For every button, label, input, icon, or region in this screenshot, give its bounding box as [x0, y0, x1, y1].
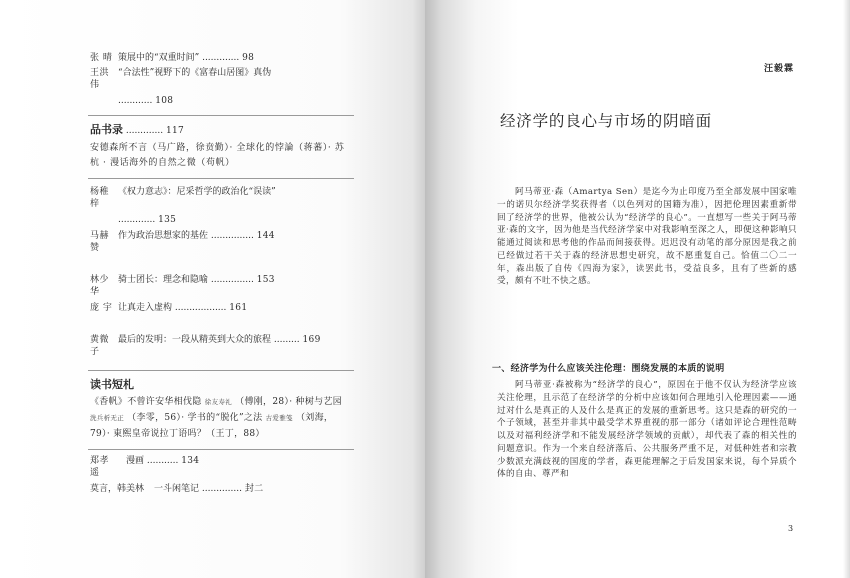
- toc-author: 杨稚梓: [90, 187, 110, 209]
- toc-entry: [90, 186, 352, 210]
- toc-author: 马赫赞: [90, 231, 110, 253]
- dushu-small-text: 徐友寿礼: [204, 398, 232, 406]
- divider: [88, 370, 354, 371]
- paragraph: 阿马蒂亚·森（Amartya Sen）是迄今为止印度乃至全部发展中国家唯一的诺贝尔经济学奖获得者（以色列对的国籍为准），因把伦理因素重新带回了经济学的世界，他被公认为“经济学的良心”。一直想写一些关于阿马蒂亚·森的文字，因为他是当代经济学家中对我影响至深之人，即便这种影响只能通过阅读和思考他的作品而间接获得。迟迟没有动笔的部分原因是我之前已经做过若干关于森的经济思想史研究，故不愿重复自己。恰值二〇二一年，森出版了自传《四海为家》，读罢此书，受益良多，且有了些新的感受，颇有不吐不快之感。: [497, 187, 797, 287]
- toc-page: 153: [256, 275, 275, 285]
- toc-title: 骑士团长：理念和隐喻: [118, 275, 209, 285]
- divider: [88, 449, 354, 450]
- dushu-text: （傅刚，28）· 种树与艺园: [235, 397, 343, 407]
- toc-entry: 林少华 骑士团长：理念和隐喻 ............... 153: [90, 275, 275, 297]
- toc-entry: 黄微子 最后的发明：一段从精英到大众的旅程 ......... 169: [90, 335, 321, 357]
- section-title: 品书录: [90, 123, 123, 136]
- dushu-small-text: 洗兵析无正: [90, 414, 124, 422]
- toc-page-line: ............. 135: [118, 215, 177, 225]
- dushu-text: 79）· 東熙皇帝说拉丁语吗？（王丁，88）: [90, 429, 265, 439]
- toc-author: 林少华: [90, 275, 110, 297]
- toc-title: 一斗闲笔记: [154, 484, 200, 494]
- page-edge: [843, 0, 850, 578]
- toc-entry: 郑孝遥 漫画 ........... 134: [90, 456, 200, 478]
- toc-entry: 莫言，韩美林 一斗闲笔记 .............. 封二: [90, 484, 264, 494]
- essay-title: 经济学的良心与市场的阴暗面: [500, 112, 712, 130]
- divider: [88, 115, 354, 116]
- section-paragraph: [497, 379, 797, 481]
- toc-page: 封二: [244, 484, 264, 494]
- toc-title: 作为政治思想家的基佐: [118, 231, 209, 241]
- section-pinshulu: 品书录 ............. 117: [90, 123, 185, 136]
- toc-page-line: ............ 108: [118, 96, 174, 106]
- toc-title: “合法性”视野下的《富春山居图》真伪: [118, 68, 272, 78]
- pinshulu-entries: 安德森所不言（马广路，徐贲勤）· 全球化的悖論（蒋蕃）· 苏杭 · 漫话海外的自然之微（苟帆）: [90, 143, 345, 168]
- toc-page: 135: [158, 215, 177, 225]
- toc-title: 策展中的“双重时间”: [118, 53, 200, 63]
- right-page: [425, 0, 850, 578]
- paragraph: 阿马蒂亚·森被称为“经济学的良心”，原因在于他不仅认为经济学应该关注伦理，且示范了在经济学的分析中应该如何合理地引入伦理因素——通过对什么是真正的人及什么是真正的发展的重新思考。这只是森的研究的一个子领域，甚至并非其中最受学术界重视的那一部分（诸如评论合理性范畴以及对福利经济学和不能发展经济学领域的贡献），却代表了森的相关性的问题意识。作为一个来自经济落后、公共服务严重不足，对低种姓者和宗教少数派充满歧视的国度的学者，森更能理解之于后发国家来说，每个异质个体的自由、尊严和: [497, 380, 797, 480]
- toc-page: 144: [256, 231, 275, 241]
- section-heading: 一、经济学为什么应该关注伦理：围绕发展的本质的说明: [492, 364, 725, 374]
- section-title: 读书短札: [90, 378, 134, 391]
- toc-entry: 庞 宇 让真走入虚构 .................. 161: [90, 303, 248, 313]
- toc-entry: 张 晴 策展中的“双重时间” ............. 98: [90, 53, 255, 63]
- toc-author: 黄微子: [90, 335, 110, 357]
- toc-entry: [90, 67, 352, 91]
- toc-page: 98: [242, 53, 255, 63]
- dushu-text: 《香帆》不曾许安华相伐隐: [90, 397, 202, 407]
- page-number: 3: [788, 524, 794, 533]
- toc-page: 169: [302, 335, 321, 345]
- toc-author: 张 晴: [90, 53, 113, 63]
- toc-author: 莫言，韩美林: [90, 484, 145, 494]
- toc-title: 漫画: [126, 456, 145, 466]
- toc-title: 《权力意志》：尼采哲学的政治化“误读”: [118, 187, 276, 197]
- toc-author: 郑孝遥: [90, 456, 110, 478]
- section-page: 117: [165, 126, 185, 136]
- toc-author: 庞 宇: [90, 303, 113, 313]
- dushu-small-text: 古爱雅笺: [265, 414, 293, 422]
- divider: [88, 178, 354, 179]
- intro-paragraph: [497, 186, 797, 288]
- toc-title: 最后的发明：一段从精英到大众的旅程: [118, 335, 272, 345]
- toc-author: 王洪伟: [90, 68, 110, 90]
- dushu-entries: [90, 394, 352, 442]
- toc-page: 161: [229, 303, 248, 313]
- table-of-contents: [90, 52, 352, 495]
- toc-title: 让真走入虚构: [118, 303, 173, 313]
- toc-entry: 马赫赞 作为政治思想家的基佐 ............... 144: [90, 231, 275, 253]
- toc-page: 134: [181, 456, 200, 466]
- dushu-text: （刘海，: [296, 413, 334, 423]
- toc-page: 108: [155, 96, 174, 106]
- running-header: 汪毅霖: [764, 64, 795, 74]
- dushu-text: （李零，56）· 学书的“脱化”之法: [127, 413, 263, 423]
